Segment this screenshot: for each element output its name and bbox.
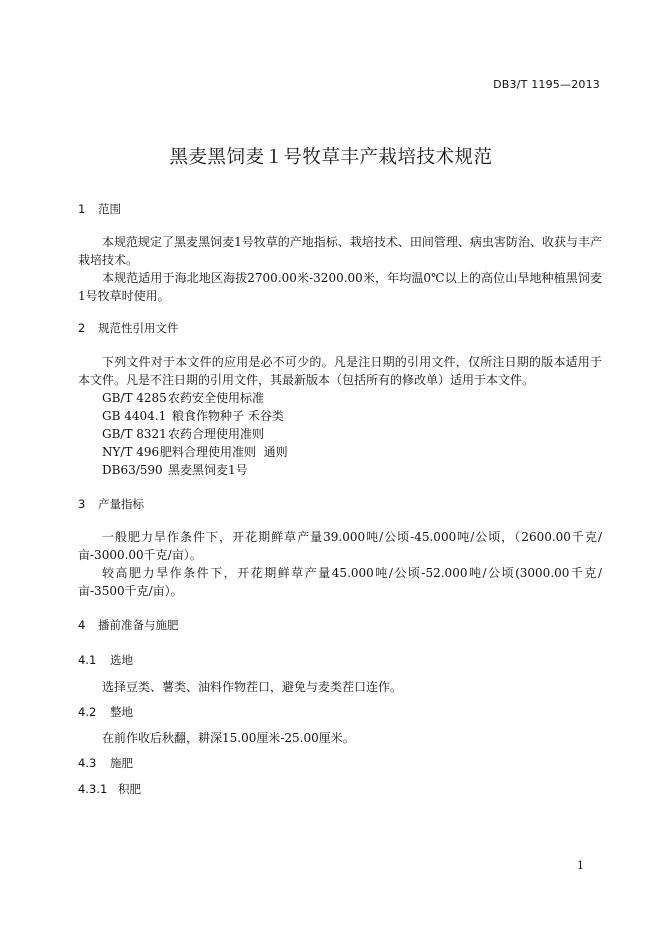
section-number: 1	[78, 202, 86, 216]
section-3-paragraph-1: 一般肥力旱作条件下，开花期鲜草产量39.000吨/公顷-45.000吨/公顷，（2600.00千克/亩-3000.00千克/亩）。	[78, 530, 602, 562]
reference-code: DB63/590	[102, 463, 163, 477]
reference-code: GB/T 4285	[102, 391, 167, 405]
section-title: 范围	[98, 202, 121, 216]
section-3-paragraph-2: 较高肥力旱作条件下，开花期鲜草产量45.000吨/公顷-52.000吨/公顷(3000.00千克/亩-3500千克/亩）。	[78, 566, 602, 598]
section-4-2-heading	[78, 704, 133, 720]
section-title: 产量指标	[98, 497, 144, 511]
reference-item	[102, 407, 284, 425]
reference-item	[102, 461, 248, 479]
section-1-paragraph-1: 本规范规定了黑麦黑饲麦1号牧草的产地指标、栽培技术、田间管理、病虫害防治、收获与丰产栽培技术。	[78, 235, 602, 267]
reference-code: NY/T 496	[102, 445, 160, 459]
reference-code: GB/T 8321	[102, 427, 167, 441]
section-number: 4.2	[78, 705, 97, 719]
document-title: 黑麦黑饲麦１号牧草丰产栽培技术规范	[169, 147, 493, 168]
section-title: 积肥	[118, 782, 141, 796]
reference-name: 农药安全使用标准	[168, 391, 265, 405]
section-4-3-heading	[78, 755, 133, 771]
section-2-paragraph-1: 下列文件对于本文件的应用是必不可少的。凡是注日期的引用文件，仅所注日期的版本适用于本文件。凡是不注日期的引用文件，其最新版本（包括所有的修改单）适用于本文件。	[78, 355, 602, 387]
reference-item	[102, 425, 264, 443]
section-4-3-1-heading	[78, 781, 141, 797]
section-number: 4.1	[78, 653, 97, 667]
section-1-heading	[78, 201, 121, 217]
section-number: 2	[78, 321, 86, 335]
reference-name: 黑麦黑饲麦1号	[168, 463, 248, 477]
section-number: 3	[78, 497, 86, 511]
section-2-heading	[78, 320, 179, 336]
reference-item	[102, 443, 288, 461]
reference-item	[102, 389, 264, 407]
reference-name: 农药合理使用准则	[168, 427, 265, 441]
section-number: 4	[78, 618, 86, 632]
section-4-2-paragraph: 在前作收后秋翻，耕深15.00厘米-25.00厘米。	[102, 731, 355, 745]
reference-code: GB 4404.1	[102, 409, 167, 423]
section-4-1-heading	[78, 652, 133, 668]
section-4-heading	[78, 617, 179, 633]
section-number: 4.3	[78, 756, 97, 770]
document-code: DB3/T 1195—2013	[493, 78, 600, 91]
section-title: 播前准备与施肥	[98, 618, 179, 632]
section-title: 选地	[110, 653, 133, 667]
section-title: 整地	[110, 705, 133, 719]
section-3-heading	[78, 496, 144, 512]
section-number: 4.3.1	[78, 782, 108, 796]
section-title: 规范性引用文件	[98, 321, 179, 335]
section-4-1-paragraph: 选择豆类、薯类、油料作物茬口，避免与麦类茬口连作。	[102, 680, 403, 694]
reference-name: 粮食作物种子 禾谷类	[172, 409, 284, 423]
reference-name: 肥料合理使用准则 通则	[160, 445, 288, 459]
page-number: 1	[577, 859, 584, 872]
section-title: 施肥	[110, 756, 133, 770]
section-1-paragraph-2: 本规范适用于海北地区海拔2700.00米-3200.00米，年均温0℃以上的高位山旱地种植黑饲麦1号牧草时使用。	[78, 271, 602, 303]
